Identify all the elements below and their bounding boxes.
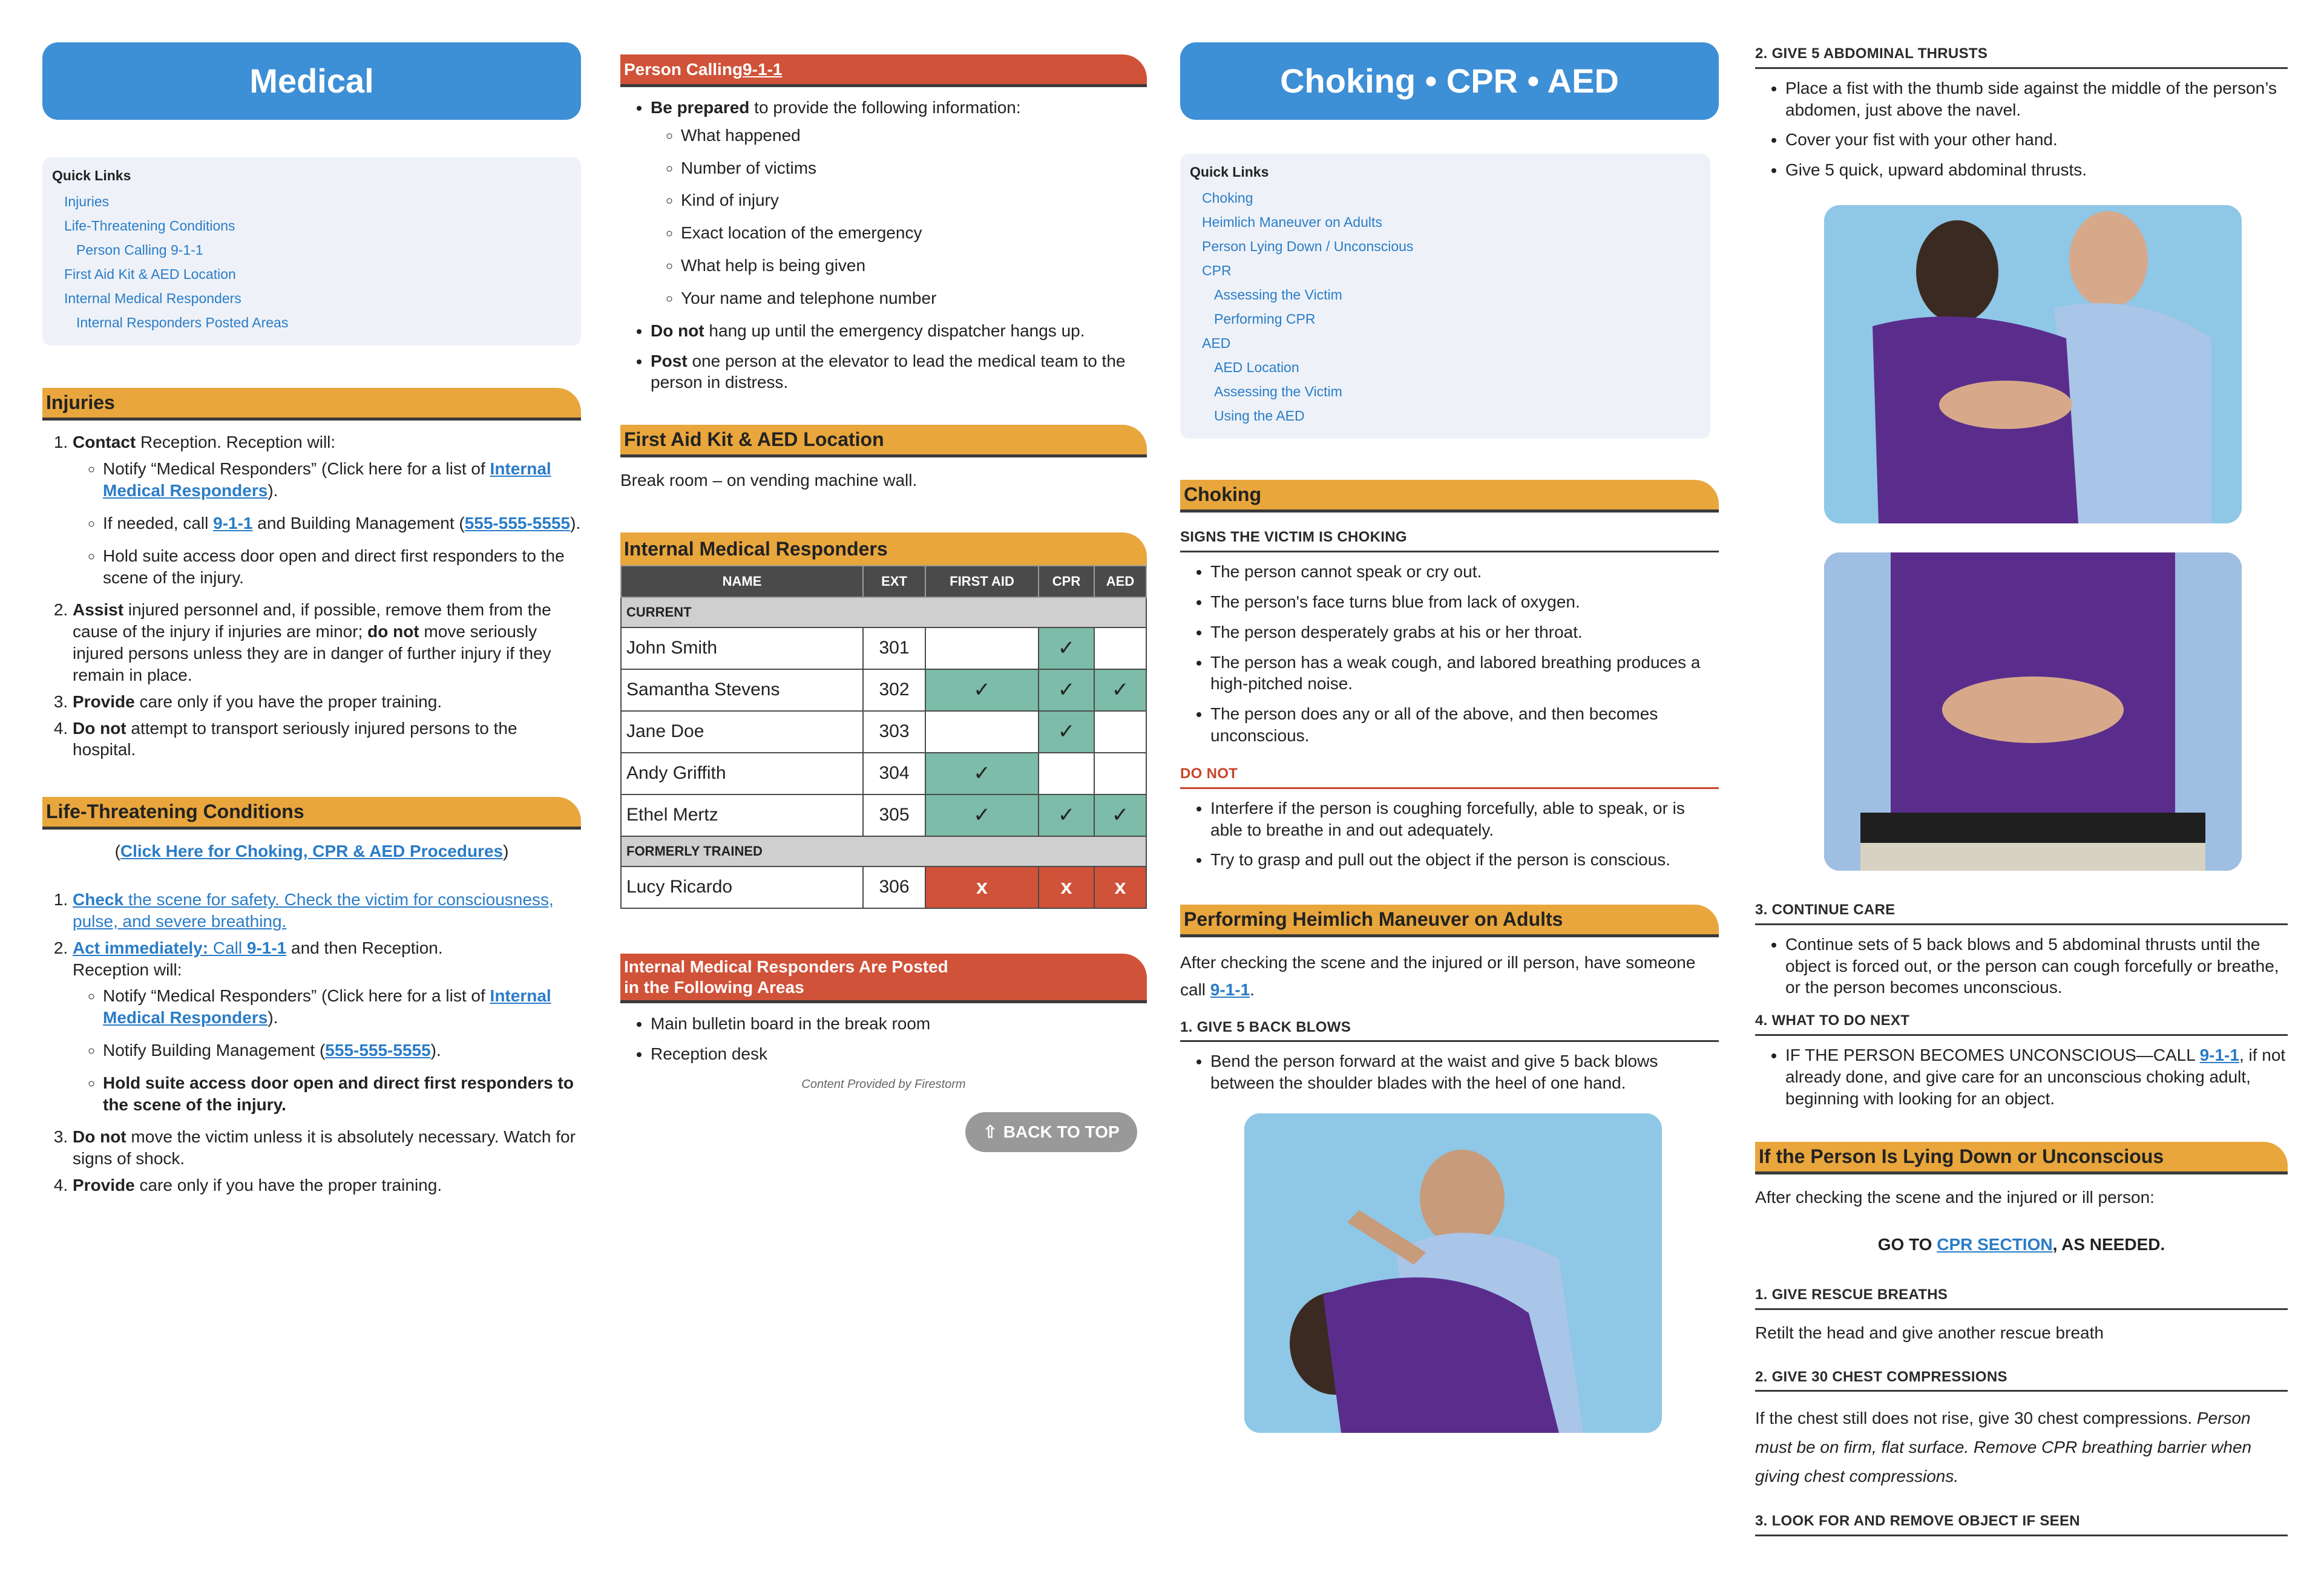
check-icon: ✓ — [1039, 669, 1094, 711]
injuries-list — [42, 431, 581, 761]
choking-sign-item: • The person does any or all of the above, and then becomes unconscious. — [1210, 703, 1719, 747]
abdominal-thrust-step: • Give 5 quick, upward abdominal thrusts. — [1785, 159, 2288, 181]
abdominal-thrusts-title: 2. GIVE 5 ABDOMINAL THRUSTS — [1755, 45, 2288, 69]
responder-name: Andy Griffith — [621, 753, 863, 794]
internal-responders-link[interactable]: Internal Medical Responders — [103, 459, 551, 500]
injuries-header: Injuries — [42, 388, 581, 421]
check-icon: ✓ — [1039, 627, 1094, 669]
responder-ext: 302 — [863, 669, 925, 711]
col-aed: AED — [1094, 566, 1146, 597]
group-former: FORMERLY TRAINED — [621, 836, 1146, 866]
injuries-step-1: 1. Contact Reception. Reception will: ◦ Notify “Medical Responders” (Click here for a list of Internal Medical Responders). ◦ If needed, call 9-1-1 and Building Management (555-555-5555). ◦ Hold suite access door open and direct first responders to the scene of the injury. — [73, 431, 581, 588]
internal-responders-link-2[interactable]: Internal Medical Responders — [103, 986, 551, 1027]
call-911-link-2[interactable]: 9-1-1 — [246, 938, 287, 957]
calling-list — [620, 97, 1147, 393]
responder-name: Samantha Stevens — [621, 669, 863, 711]
back-blows-photo — [1244, 1113, 1662, 1433]
choking-quick-link-8[interactable]: Assessing the Victim — [1214, 384, 1342, 400]
chest-compressions-title: 2. GIVE 30 CHEST COMPRESSIONS — [1755, 1368, 2288, 1392]
back-blows-step: • Bend the person forward at the waist and give 5 back blows between the shoulder blades with the heel of one hand. — [1210, 1050, 1719, 1094]
back-blows-title: 1. GIVE 5 BACK BLOWS — [1180, 1018, 1719, 1043]
life-step-4: 4. Provide care only if you have the proper training. — [73, 1174, 581, 1196]
responder-row — [621, 711, 1146, 753]
continue-care-list — [1755, 934, 2288, 998]
life-step-1 — [73, 889, 581, 932]
calling-info-item: ◦ Kind of injury — [681, 189, 1147, 211]
lying-down-header: If the Person Is Lying Down or Unconscious — [1755, 1142, 2288, 1174]
col-ext: EXT — [863, 566, 925, 597]
signs-list — [1180, 561, 1719, 747]
continue-care-step: • Continue sets of 5 back blows and 5 abdominal thrusts until the object is forced out, or the person can cough forcefully or breathe, or the person becomes unconscious. — [1785, 934, 2288, 998]
up-arrow-icon: ⇧ — [983, 1122, 997, 1142]
back-blows-list — [1180, 1050, 1719, 1094]
choking-quick-link-6[interactable]: AED — [1202, 335, 1231, 352]
responders-table — [620, 565, 1147, 909]
choking-column — [1180, 0, 1719, 1433]
medical-quick-link-0[interactable]: Injuries — [64, 194, 110, 210]
responder-name: John Smith — [621, 627, 863, 669]
responder-name: Ethel Mertz — [621, 794, 863, 836]
lying-down-intro: After checking the scene and the injured or ill person: — [1755, 1188, 2155, 1207]
person-calling-911-link[interactable]: 9-1-1 — [743, 59, 783, 79]
calling-info-item: ◦ What happened — [681, 125, 1147, 146]
check-icon: ✓ — [1039, 711, 1094, 753]
quick-links-title: Quick Links — [52, 168, 131, 183]
medical-quick-link-2[interactable]: Person Calling 9-1-1 — [76, 242, 203, 258]
choking-header: Choking — [1180, 480, 1719, 513]
responder-ext: 301 — [863, 627, 925, 669]
empty-cell — [1039, 753, 1094, 794]
posted-area-item: • Main bulletin board in the break room — [651, 1013, 1147, 1035]
abdominal-thrust-photo-1 — [1824, 205, 2242, 523]
rescue-breaths-title: 1. GIVE RESCUE BREATHS — [1755, 1286, 2288, 1310]
check-icon: ✓ — [1094, 669, 1146, 711]
what-next-title: 4. WHAT TO DO NEXT — [1755, 1012, 2288, 1036]
calling-item-post: • Post one person at the elevator to lead the medical team to the person in distress. — [651, 350, 1147, 394]
responders-header: Internal Medical Responders — [620, 532, 1147, 565]
what-next-step: • IF THE PERSON BECOMES UNCONSCIOUS—CALL 9-1-1, if not already done, and give care for an unconscious choking adult, beginning with looking for an object. — [1785, 1044, 2288, 1109]
responder-row — [621, 794, 1146, 836]
injuries-step-1a: ◦ Notify “Medical Responders” (Click here for a list of Internal Medical Responders). — [103, 458, 581, 502]
calling-column — [620, 0, 1147, 1142]
call-911-link[interactable]: 9-1-1 — [213, 513, 253, 532]
abdominal-thrust-photo-2 — [1824, 552, 2242, 871]
abdominal-thrust-step: • Place a fist with the thumb side against the middle of the person’s abdomen, just above the navel. — [1785, 77, 2288, 121]
check-icon: ✓ — [925, 794, 1039, 836]
posted-area-item: • Reception desk — [651, 1043, 1147, 1065]
choking-banner: Choking • CPR • AED — [1180, 42, 1719, 120]
medical-quick-links — [42, 157, 581, 346]
choking-quick-link-7[interactable]: AED Location — [1214, 359, 1299, 376]
injuries-step-1b: ◦ If needed, call 9-1-1 and Building Management (555-555-5555). — [103, 513, 581, 534]
call-911-link-3[interactable]: 9-1-1 — [1210, 980, 1250, 999]
choking-sign-item: • The person desperately grabs at his or her throat. — [1210, 621, 1719, 643]
empty-cell — [1094, 711, 1146, 753]
quick-links-title-2: Quick Links — [1190, 164, 1269, 180]
responder-name: Lucy Ricardo — [621, 866, 863, 908]
col-name: NAME — [621, 566, 863, 597]
chest-compressions-text: If the chest still does not rise, give 30 chest compressions. Person must be on firm, flat surface. Remove CPR breathing barrier when giving chest compressions. — [1755, 1409, 2252, 1486]
medical-quick-link-4[interactable]: Internal Medical Responders — [64, 290, 241, 307]
building-phone-link[interactable]: 555-555-5555 — [464, 513, 571, 532]
life-threatening-list — [42, 889, 581, 1196]
do-not-item: • Interfere if the person is coughing forcefully, able to speak, or is able to breathe in and out adequately. — [1210, 798, 1719, 841]
heimlich-intro: After checking the scene and the injured or ill person, have someone call 9-1-1. — [1180, 953, 1696, 999]
act-immediately-link[interactable]: Act immediately: Call — [73, 938, 247, 957]
calling-item-prepared: • Be prepared to provide the following information: ◦ What happened ◦ Number of victims ◦ Kind of injury ◦ Exact location of the emergency ◦ What help is being given ◦ Your name and telephone number — [651, 97, 1147, 309]
responder-row — [621, 627, 1146, 669]
back-to-top-button[interactable]: ⇧ BACK TO TOP — [965, 1112, 1137, 1152]
injuries-step-1c: ◦ Hold suite access door open and direct first responders to the scene of the injury. — [103, 545, 581, 589]
empty-cell — [925, 711, 1039, 753]
what-next-list — [1755, 1044, 2288, 1109]
life-step-2: 2. Act immediately: Call 9-1-1 and then Reception. Reception will: ◦ Notify “Medical Responders” (Click here for a list of Internal Medical Responders). ◦ Notify Building Management (555-555-5555). ◦ Hold suite access door open and direct first responders to the scene of the injury. — [73, 937, 581, 1116]
responder-name: Jane Doe — [621, 711, 863, 753]
calling-info-item: ◦ What help is being given — [681, 255, 1147, 277]
cpr-section-link[interactable]: CPR SECTION — [1937, 1235, 2053, 1254]
check-scene-link[interactable]: Check the scene for safety. Check the victim for consciousness, pulse, and severe breathing. — [73, 890, 554, 931]
cross-icon: x — [925, 866, 1039, 908]
signs-title: SIGNS THE VICTIM IS CHOKING — [1180, 528, 1719, 552]
goto-cpr-line: GO TO CPR SECTION, AS NEEDED. — [1877, 1235, 2165, 1254]
choking-quick-link-9[interactable]: Using the AED — [1214, 408, 1305, 424]
responder-row — [621, 669, 1146, 711]
choking-sign-item: • The person has a weak cough, and labored breathing produces a high-pitched noise. — [1210, 652, 1719, 695]
continued-column — [1755, 0, 2288, 1536]
choking-sign-item: • The person's face turns blue from lack of oxygen. — [1210, 591, 1719, 613]
empty-cell — [925, 627, 1039, 669]
responder-row — [621, 753, 1146, 794]
content-credit: Content Provided by Firestorm — [801, 1077, 966, 1091]
do-not-title: DO NOT — [1180, 765, 1719, 789]
choking-sign-item: • The person cannot speak or cry out. — [1210, 561, 1719, 583]
choking-procedures-line: (Click Here for Choking, CPR & AED Procedures) — [114, 842, 509, 861]
check-icon: ✓ — [925, 669, 1039, 711]
continue-care-title: 3. CONTINUE CARE — [1755, 901, 2288, 925]
check-icon: ✓ — [925, 753, 1039, 794]
choking-quick-link-0[interactable]: Choking — [1202, 190, 1253, 206]
do-not-item: • Try to grasp and pull out the object if the person is conscious. — [1210, 849, 1719, 871]
abdominal-thrust-step: • Cover your fist with your other hand. — [1785, 129, 2288, 151]
injuries-step-2: 2. Assist injured personnel and, if possible, remove them from the cause of the injury if injuries are minor; do not move seriously injured persons unless they are in danger of further injury if they remain in place. — [73, 599, 581, 686]
check-icon: ✓ — [1094, 794, 1146, 836]
medical-quick-link-5[interactable]: Internal Responders Posted Areas — [76, 315, 289, 331]
call-911-link-4[interactable]: 9-1-1 — [2199, 1045, 2239, 1064]
col-cpr: CPR — [1039, 566, 1094, 597]
building-phone-link-2[interactable]: 555-555-5555 — [325, 1041, 431, 1060]
rescue-breaths-text: Retilt the head and give another rescue breath — [1755, 1323, 2104, 1342]
cross-icon: x — [1039, 866, 1094, 908]
col-first-aid: FIRST AID — [925, 566, 1039, 597]
former-responder-row — [621, 866, 1146, 908]
check-icon: ✓ — [1039, 794, 1094, 836]
group-current: CURRENT — [621, 597, 1146, 627]
empty-cell — [1094, 627, 1146, 669]
posted-areas-header: Internal Medical Responders Are Posted in the Following Areas — [620, 954, 1147, 1003]
empty-cell — [1094, 753, 1146, 794]
responder-ext: 306 — [863, 866, 925, 908]
injuries-step-3: 3. Provide care only if you have the proper training. — [73, 691, 581, 713]
responder-ext: 303 — [863, 711, 925, 753]
calling-info-item: ◦ Your name and telephone number — [681, 287, 1147, 309]
responder-ext: 305 — [863, 794, 925, 836]
medical-quick-link-1[interactable]: Life-Threatening Conditions — [64, 218, 235, 234]
posted-areas-list — [620, 1013, 1147, 1065]
heimlich-header: Performing Heimlich Maneuver on Adults — [1180, 905, 1719, 937]
do-not-list — [1180, 798, 1719, 871]
life-threatening-header: Life-Threatening Conditions — [42, 797, 581, 830]
abdominal-thrusts-list — [1755, 77, 2288, 181]
medical-quick-link-3[interactable]: First Aid Kit & AED Location — [64, 266, 236, 283]
life-step-3: 3. Do not move the victim unless it is absolutely necessary. Watch for signs of shock. — [73, 1126, 581, 1170]
first-aid-header: First Aid Kit & AED Location — [620, 425, 1147, 457]
calling-item-hangup: • Do not hang up until the emergency dispatcher hangs up. — [651, 320, 1147, 342]
choking-quick-link-3[interactable]: CPR — [1202, 263, 1232, 279]
choking-quick-link-4[interactable]: Assessing the Victim — [1214, 287, 1342, 303]
medical-column — [42, 0, 581, 1201]
calling-info-item: ◦ Number of victims — [681, 157, 1147, 179]
choking-quick-links — [1180, 154, 1710, 439]
injuries-step-4: 4. Do not attempt to transport seriously injured persons to the hospital. — [73, 718, 581, 761]
responder-ext: 304 — [863, 753, 925, 794]
choking-quick-link-1[interactable]: Heimlich Maneuver on Adults — [1202, 214, 1382, 231]
choking-quick-link-5[interactable]: Performing CPR — [1214, 311, 1316, 327]
first-aid-location: Break room – on vending machine wall. — [620, 471, 917, 490]
person-calling-header: Person Calling 9-1-1 — [620, 54, 1147, 87]
life-step-2b: ◦ Notify Building Management (555-555-5555). — [103, 1040, 581, 1061]
choking-quick-link-2[interactable]: Person Lying Down / Unconscious — [1202, 238, 1414, 255]
remove-object-title: 3. LOOK FOR AND REMOVE OBJECT IF SEEN — [1755, 1512, 2288, 1536]
cross-icon: x — [1094, 866, 1146, 908]
life-step-2c: ◦ Hold suite access door open and direct first responders to the scene of the injury. — [103, 1072, 581, 1116]
life-step-2a: ◦ Notify “Medical Responders” (Click here for a list of Internal Medical Responders). — [103, 985, 581, 1029]
choking-procedures-link[interactable]: Click Here for Choking, CPR & AED Procedures — [120, 842, 504, 861]
calling-info-item: ◦ Exact location of the emergency — [681, 222, 1147, 244]
medical-banner: Medical — [42, 42, 581, 120]
